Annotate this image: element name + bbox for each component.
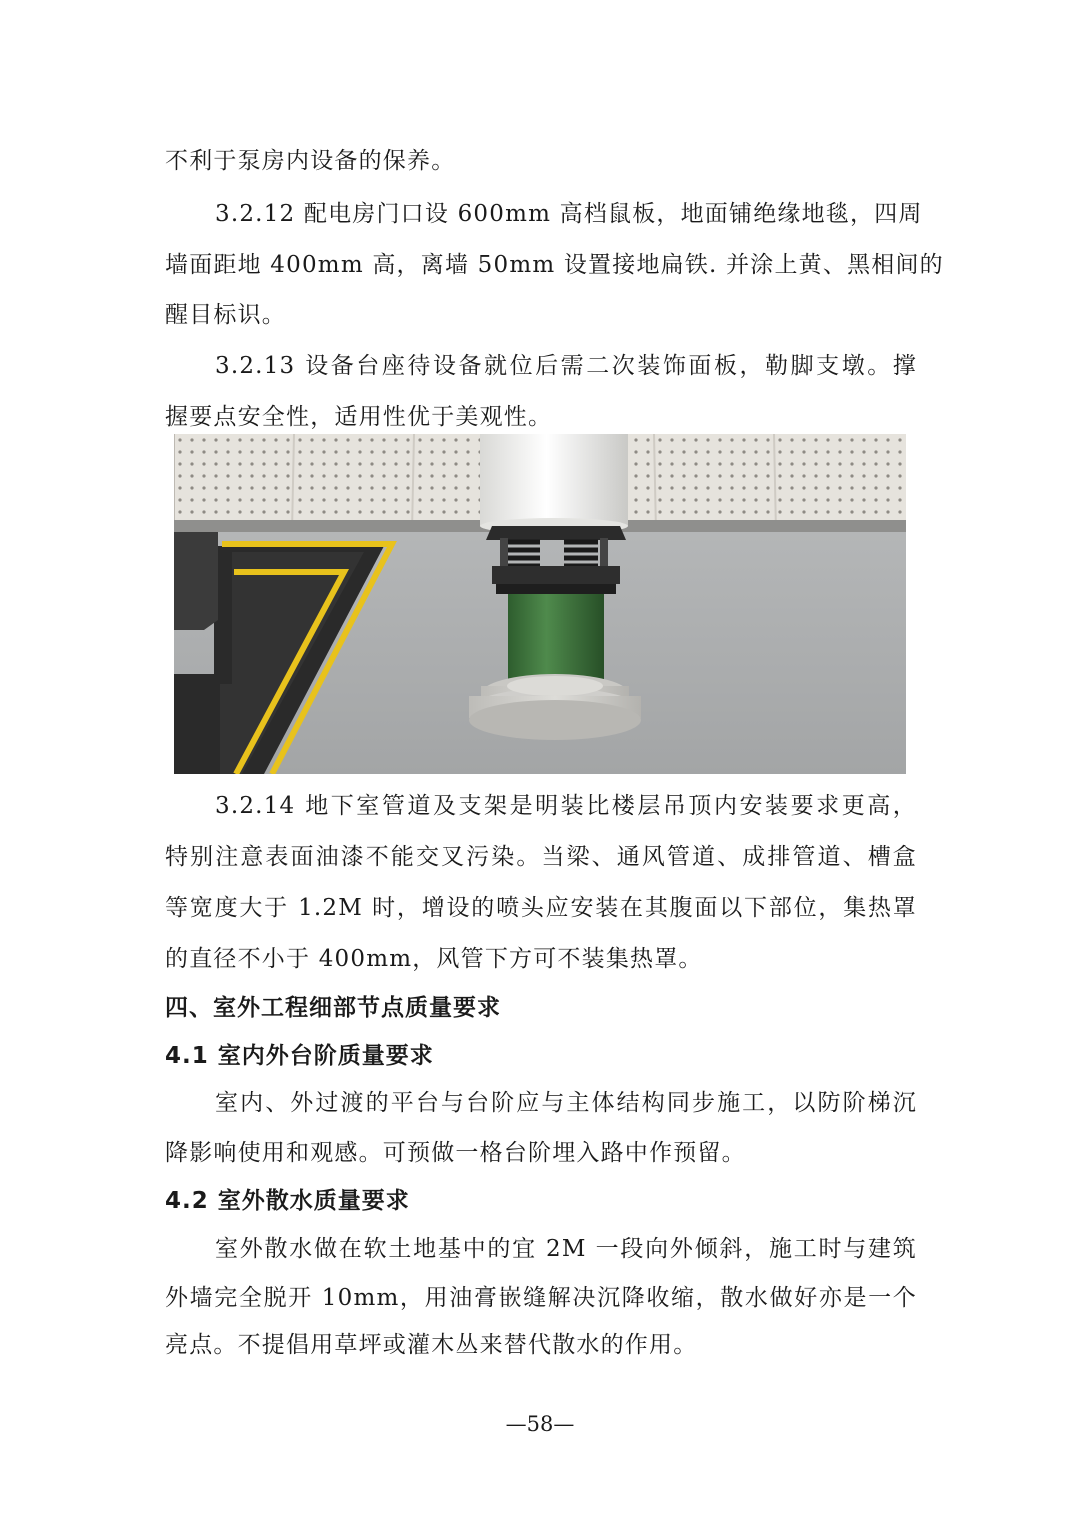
- paragraph-line: 室外散水做在软土地基中的宜 2M 一段向外倾斜，施工时与建筑: [215, 1236, 917, 1262]
- paragraph-line: 外墙完全脱开 10mm，用油膏嵌缝解决沉降收缩，散水做好亦是一个: [165, 1285, 917, 1311]
- paragraph-line: 室内、外过渡的平台与台阶应与主体结构同步施工，以防阶梯沉: [215, 1090, 917, 1116]
- paragraph-line: 不利于泵房内设备的保养。: [165, 148, 456, 174]
- paragraph-line: 醒目标识。: [165, 302, 286, 328]
- subsection-heading: 4.2 室外散水质量要求: [165, 1188, 410, 1214]
- paragraph-line: 亮点。不提倡用草坪或灌木丛来替代散水的作用。: [165, 1332, 698, 1358]
- paragraph-line: 的直径不小于 400mm，风管下方可不装集热罩。: [165, 946, 703, 972]
- paragraph-line: 降影响使用和观感。可预做一格台阶埋入路中作预留。: [165, 1140, 746, 1166]
- paragraph-line: 握要点安全性，适用性优于美观性。: [165, 404, 553, 430]
- section-heading: 四、室外工程细部节点质量要求: [165, 995, 501, 1021]
- paragraph-line: 墙面距地 400mm 高，离墙 50mm 设置接地扁铁. 并涂上黄、黑相间的: [165, 252, 944, 278]
- paragraph-line: 特别注意表面油漆不能交叉污染。当梁、通风管道、成排管道、槽盒: [165, 844, 917, 870]
- paragraph-line: 3.2.12 配电房门口设 600mm 高档鼠板，地面铺绝缘地毯，四周: [215, 201, 923, 227]
- paragraph-line: 3.2.13 设备台座待设备就位后需二次装饰面板，勒脚支墩。撑: [215, 353, 917, 379]
- paragraph-line: 3.2.14 地下室管道及支架是明装比楼层吊顶内安装要求更高，: [215, 793, 917, 819]
- subsection-heading: 4.1 室内外台阶质量要求: [165, 1043, 434, 1069]
- paragraph-line: 等宽度大于 1.2M 时，增设的喷头应安装在其腹面以下部位，集热罩: [165, 895, 917, 921]
- equipment-base-photo: [174, 434, 906, 774]
- page-number: —58—: [505, 1412, 575, 1436]
